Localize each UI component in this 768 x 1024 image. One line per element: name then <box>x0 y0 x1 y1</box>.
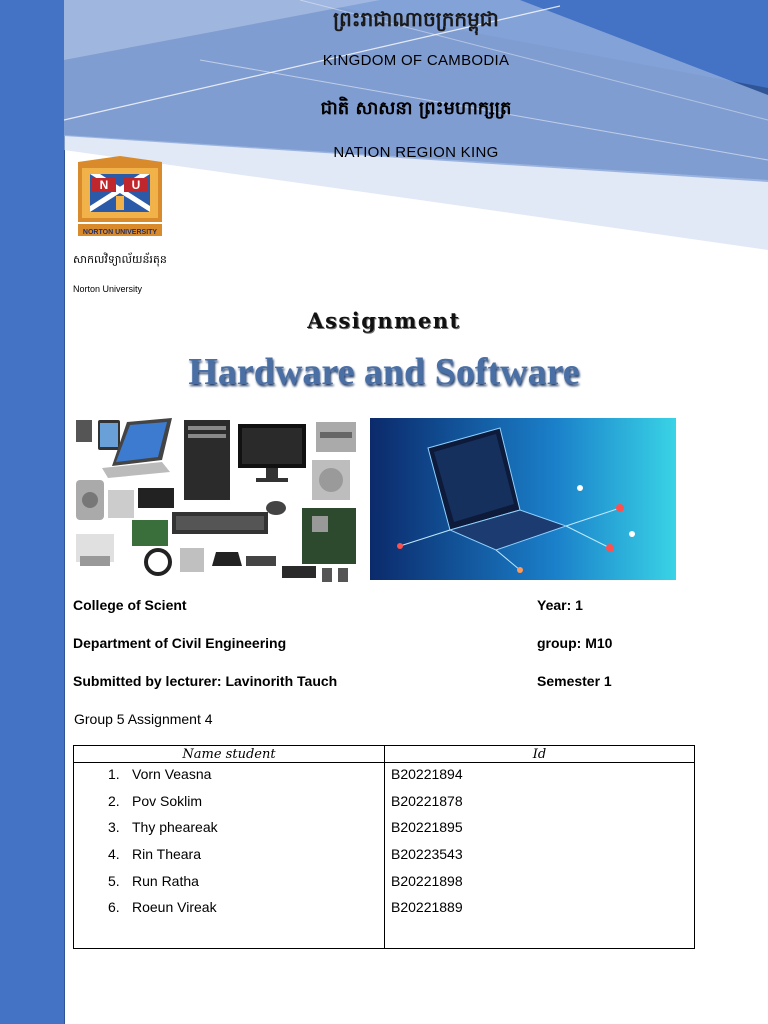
student-id: B20221889 <box>391 899 463 916</box>
department-label: Department of Civil Engineering <box>73 635 287 651</box>
student-name: Roeun Vireak <box>132 899 217 916</box>
student-names-cell <box>74 763 385 949</box>
student-ids-cell <box>385 763 695 949</box>
table-row <box>108 816 384 843</box>
table-row <box>108 790 384 817</box>
university-name-khmer: សាកលវិទ្យាល័យន័រតុន <box>73 253 167 266</box>
software-laptop-image <box>370 418 676 580</box>
table-row <box>108 843 384 870</box>
year-label: Year: 1 <box>537 597 583 613</box>
kingdom-title: KINGDOM OF CAMBODIA <box>322 52 510 69</box>
lecturer-label: Submitted by lecturer: Lavinorith Tauch <box>73 673 338 689</box>
nation-motto: NATION REGION KING <box>333 144 499 161</box>
students-table <box>73 745 695 949</box>
student-name: Run Ratha <box>132 872 199 889</box>
norton-university-logo <box>72 156 168 246</box>
student-name: Rin Theara <box>132 846 202 863</box>
khmer-motto: ជាតិ សាសនា ព្រះមហាក្សត្រ <box>320 98 512 119</box>
semester-label: Semester 1 <box>537 673 612 689</box>
svg-text:U: U <box>131 178 141 192</box>
student-id: B20221894 <box>391 766 463 782</box>
student-name: Vorn Veasna <box>132 766 212 782</box>
student-name: Pov Soklim <box>132 792 203 809</box>
svg-text:N: N <box>99 178 109 192</box>
column-header-id: Id <box>385 746 695 763</box>
student-id: B20221895 <box>391 819 463 836</box>
table-row <box>108 896 384 923</box>
row-number: 2. <box>108 792 120 809</box>
student-name: Thy pheareak <box>132 819 218 836</box>
group-label: group: M10 <box>537 635 613 651</box>
table-row <box>108 763 384 790</box>
student-id: B20221878 <box>391 792 463 809</box>
row-number: 3. <box>108 819 120 836</box>
university-name: Norton University <box>73 284 143 294</box>
column-header-name: Name student <box>74 746 385 763</box>
student-id: B20223543 <box>391 846 463 863</box>
khmer-kingdom-title: ព្រះរាជាណាចក្រកម្ពុជា <box>333 7 499 31</box>
assignment-title: Assignment <box>307 308 461 333</box>
row-number: 6. <box>108 899 120 916</box>
college-label: College of Scient <box>73 597 187 613</box>
table-row <box>108 870 384 897</box>
main-title: Hardware and Software <box>188 351 580 393</box>
svg-text:NORTON UNIVERSITY: NORTON UNIVERSITY <box>82 229 158 236</box>
row-number: 1. <box>108 766 120 782</box>
row-number: 5. <box>108 872 120 889</box>
student-id: B20221898 <box>391 872 463 889</box>
group-assignment-label: Group 5 Assignment 4 <box>74 711 213 727</box>
row-number: 4. <box>108 846 120 863</box>
hardware-collage-image <box>72 416 362 584</box>
